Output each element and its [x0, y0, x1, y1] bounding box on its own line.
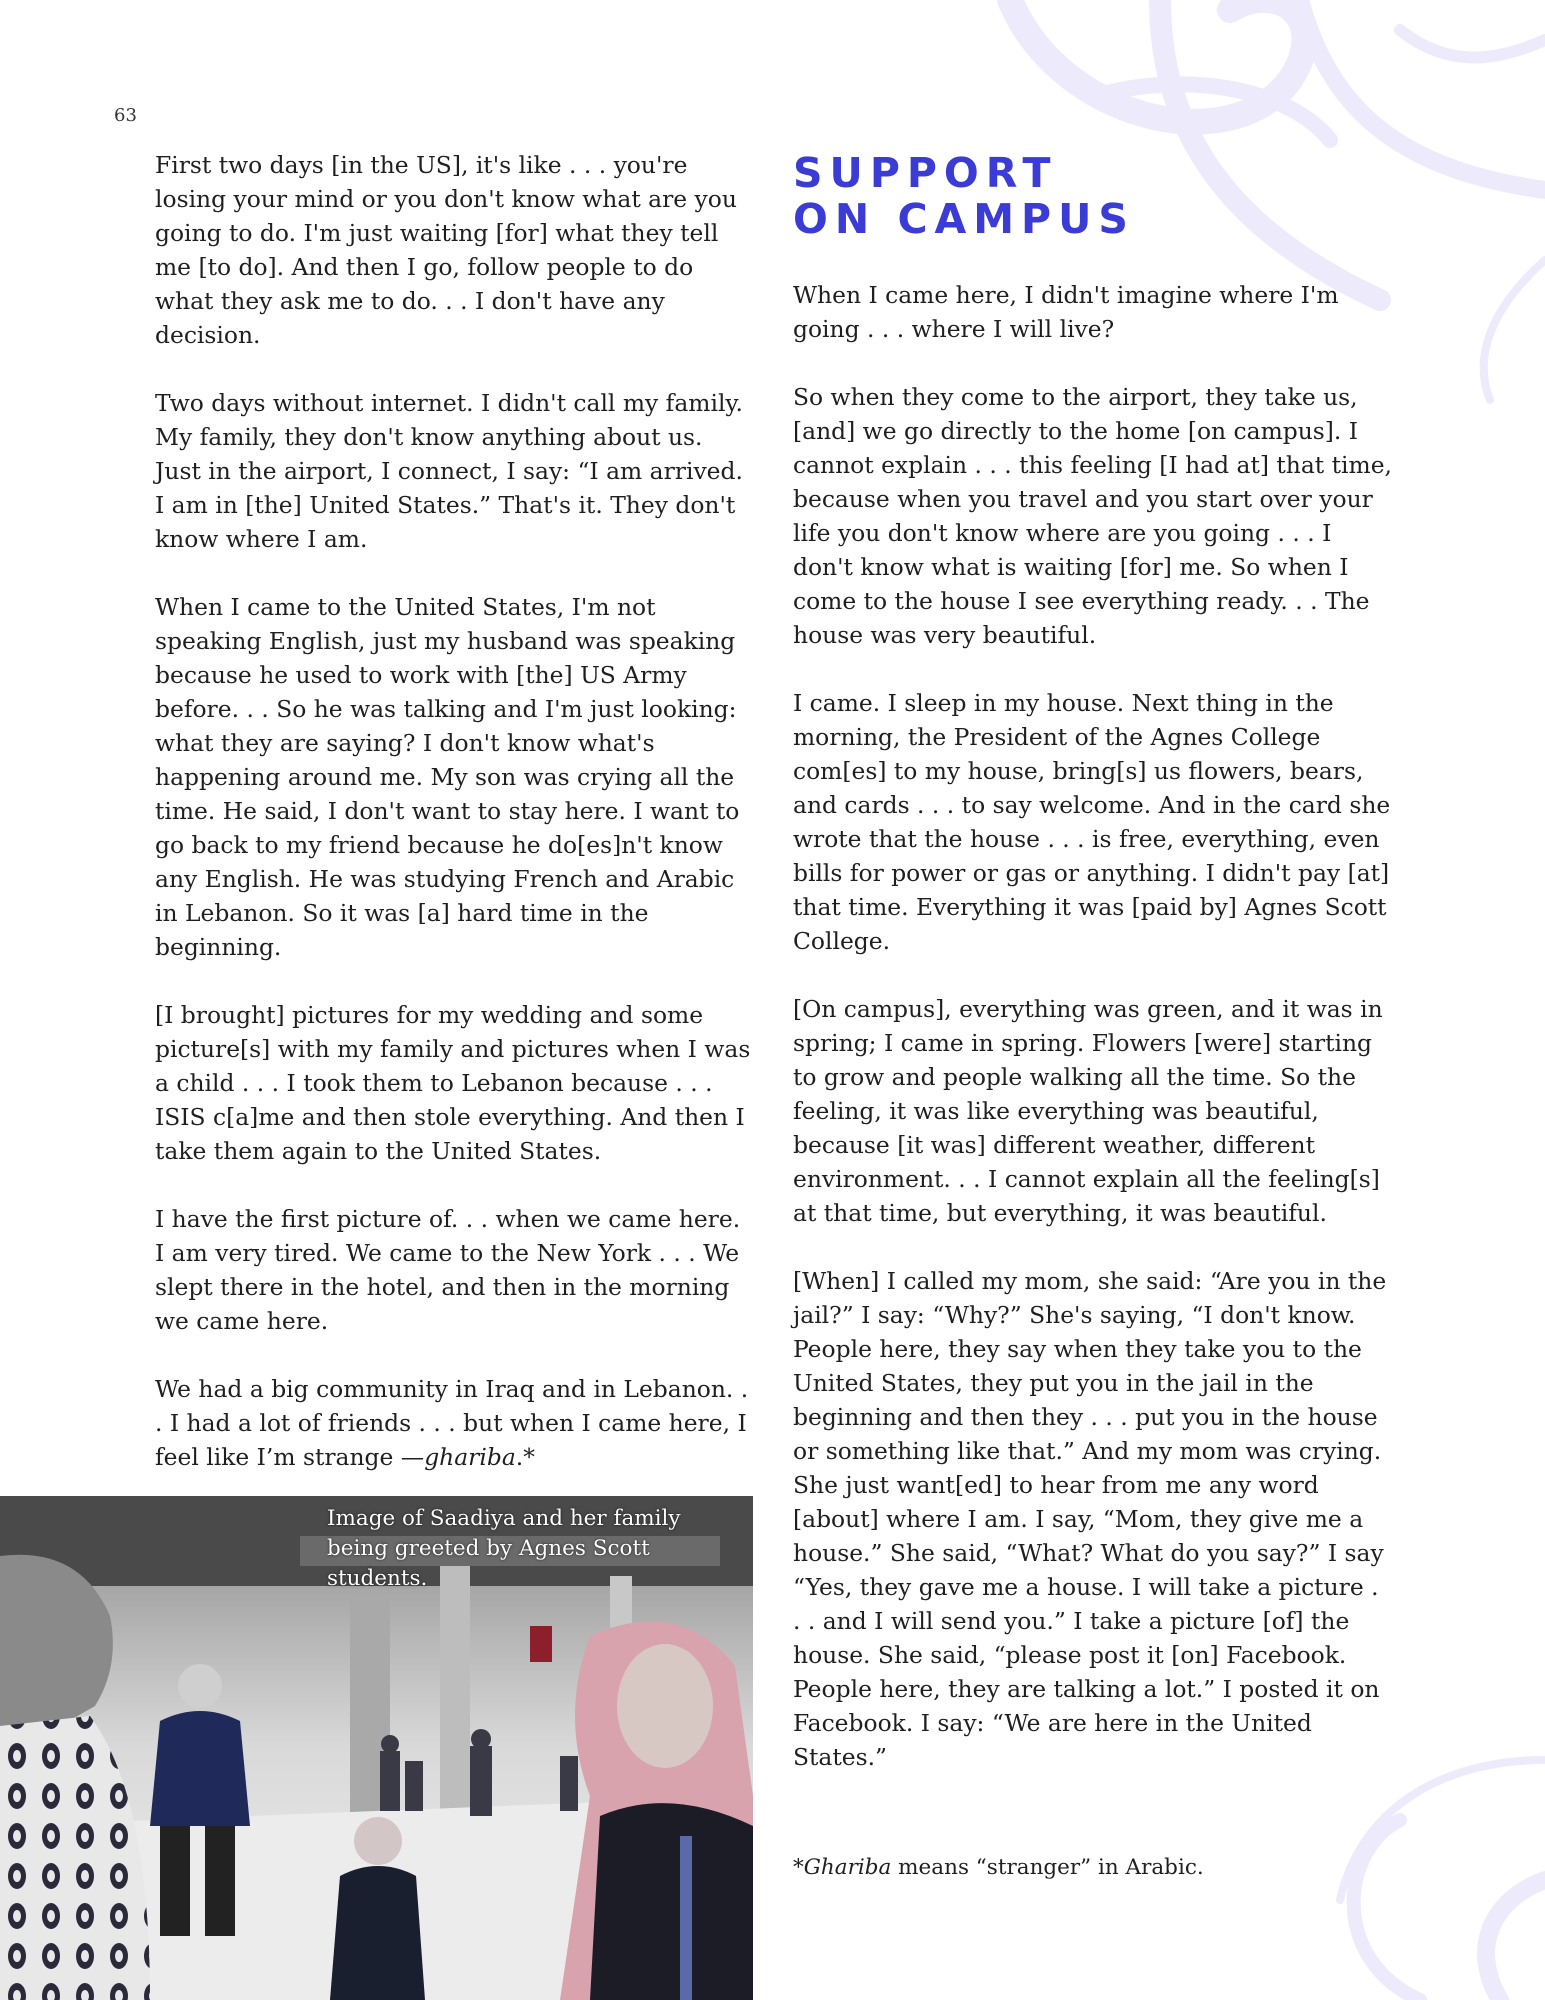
paragraph: [I brought] pictures for my wedding and some picture[s] with my family and pictures when I was a child . . . I took them to Lebanon because . . . ISIS c[a]me and then stole everything. And then I take them again to the United States. — [155, 1001, 751, 1165]
section-heading-line-1: SUPPORT — [793, 149, 1058, 197]
paragraph: Two days without internet. I didn't call my family. My family, they don't know anything about us. Just in the airport, I connect, I say: “I am arrived. I am in [the] United States.” That's it. They don't know where I am. — [155, 389, 743, 553]
left-column — [155, 148, 755, 1508]
section-heading-line-2: ON CAMPUS — [793, 195, 1135, 243]
footnote-term: Ghariba — [803, 1855, 892, 1880]
paragraph: When I came here, I didn't imagine where I'm going . . . where I will live? — [793, 281, 1339, 343]
footnote-marker: .* — [515, 1443, 535, 1471]
photo-caption: Image of Saadiya and her family being greeted by Agnes Scott students. — [327, 1506, 681, 1591]
italic-term: ghariba — [424, 1443, 516, 1471]
paragraph: I have the first picture of. . . when we came here. I am very tired. We came to the New York . . . We slept there in the hotel, and then in the morning we came here. — [155, 1205, 741, 1335]
paragraph-text: We had a big community in Iraq and in Lebanon. . . I had a lot of friends . . . but when I came here, I feel like I’m strange — — [155, 1375, 749, 1471]
paragraph: First two days [in the US], it's like . . . you're losing your mind or you don't know what are you going to do. I'm just waiting [for] what they tell me [to do]. And then I go, follow people to do what they ask me to do. . . I don't have any decision. — [155, 151, 737, 349]
paragraph-ghariba — [155, 1372, 755, 1474]
footnote-asterisk: * — [793, 1855, 804, 1880]
paragraph: I came. I sleep in my house. Next thing in the morning, the President of the Agnes College com[es] to my house, bring[s] us flowers, bears, and cards . . . to say welcome. And in the card she wrote that the house . . . is free, everything, even bills for power or gas or anything. I didn't pay [at] that time. Everything it was [paid by] Agnes Scott College. — [793, 689, 1391, 955]
right-column — [793, 278, 1393, 1808]
paragraph: When I came to the United States, I'm not speaking English, just my husband was speaking because he used to work with [the] US Army before. . . So he was talking and I'm just looking: what they are saying? I don't know what's happening around me. My son was crying all the time. He said, I don't want to stay here. I want to go back to my friend because he do[es]n't know any English. He was studying French and Arabic in Lebanon. So it was [a] hard time in the beginning. — [155, 593, 740, 961]
page-number: 63 — [114, 105, 137, 126]
paragraph: So when they come to the airport, they take us, [and] we go directly to the home [on campus]. I cannot explain . . . this feeling [I had at] that time, because when you travel and you start over your life you don't know where are you going . . . I don't know what is waiting [for] me. So when I come to the house I see everything ready. . . The house was very beautiful. — [793, 383, 1392, 649]
paragraph: [On campus], everything was green, and it was in spring; I came in spring. Flowers [were] starting to grow and people walking all the time. So the feeling, it was like everything was beautiful, because [it was] different weather, different environment. . . I cannot explain all the feeling[s] at that time, but everything, it was beautiful. — [793, 995, 1383, 1227]
paragraph: [When] I called my mom, she said: “Are you in the jail?” I say: “Why?” She's saying, “I don't know. People here, they say when they take you to the United States, they put you in the jail in the beginning and then they . . . put you in the house or something like that.” And my mom was crying. She just want[ed] to hear from me any word [about] where I am. I say, “Mom, they give me a house.” She said, “What? What do you say?” I say “Yes, they gave me a house. I will take a picture . . . and I will send you.” I take a picture [of] the house. She said, “please post it [on] Facebook. People here, they are talking a lot.” I posted it on Facebook. I say: “We are here in the United States.” — [793, 1267, 1387, 1771]
section-heading — [793, 150, 1353, 242]
footnote — [793, 1853, 1393, 1883]
footnote-text: means “stranger” in Arabic. — [891, 1855, 1204, 1880]
